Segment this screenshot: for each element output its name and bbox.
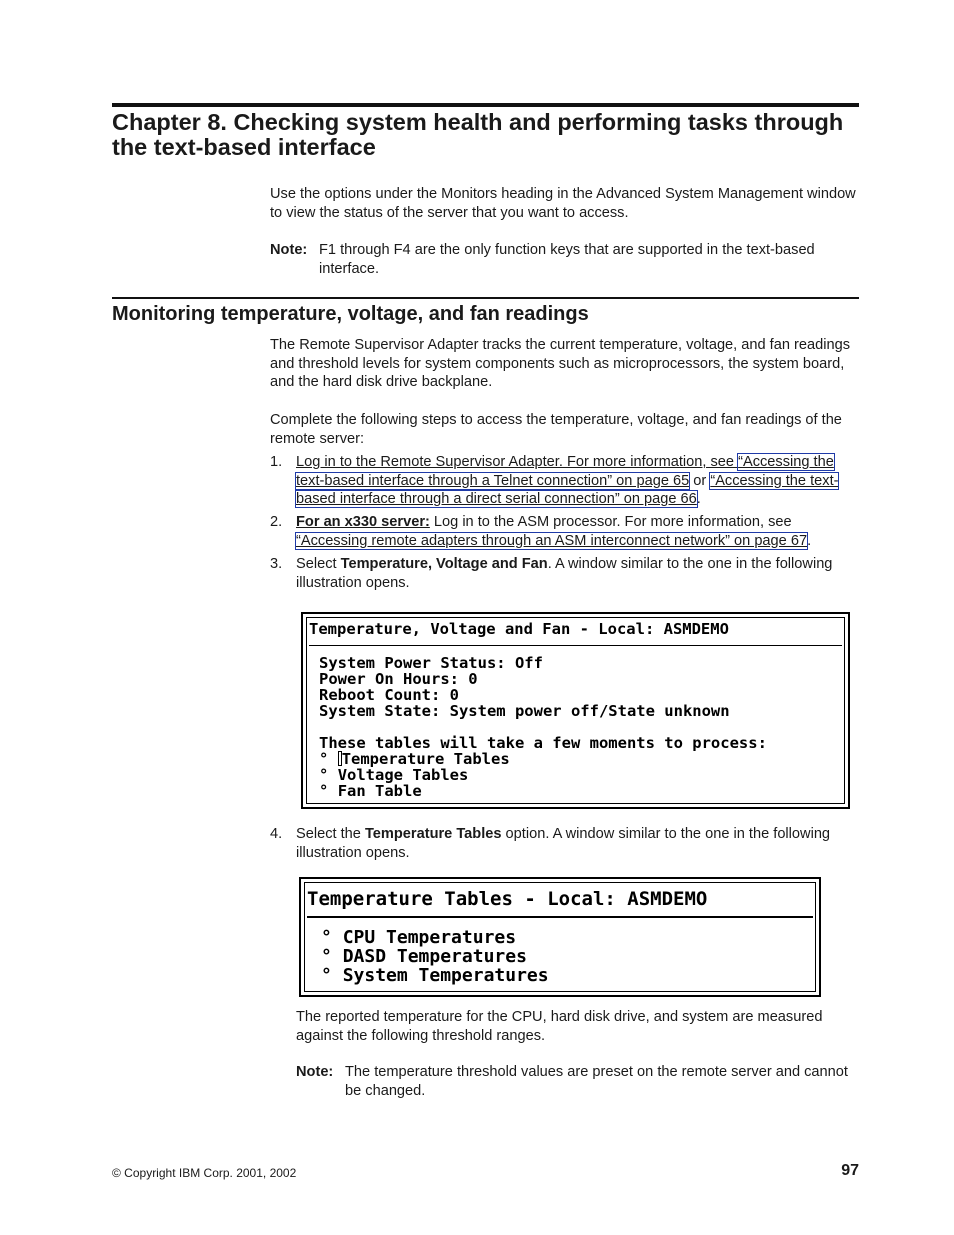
step-2-bold: For an x330 server:: [296, 514, 430, 530]
option-label: Voltage Tables: [337, 766, 469, 784]
screen-line: System Power Status: Off: [319, 654, 543, 672]
step-3-text: Select: [296, 556, 341, 572]
screen-title: Temperature Tables - Local: ASMDEMO: [307, 888, 708, 910]
option-label: System Temperatures: [342, 965, 549, 986]
step-3-tail: . A window similar to the one in the following illustration opens.: [296, 556, 833, 591]
copyright-footer: © Copyright IBM Corp. 2001, 2002: [112, 1166, 297, 1180]
screen-line: Power On Hours: 0: [319, 670, 478, 688]
screen-title: Temperature, Voltage and Fan - Local: ASMDEMO: [309, 620, 729, 638]
screen-temperature-voltage-fan: [301, 612, 850, 809]
option-label: Temperature Tables: [341, 750, 510, 768]
link-serial-connection[interactable]: “Accessing the text-based interface through a direct serial connection” on page 66: [296, 472, 839, 508]
screen-separator: [307, 916, 813, 918]
intro-paragraph: Use the options under the Monitors heading in the Advanced System Management window to view the status of the server that you want to access.: [270, 186, 856, 221]
link-asm-interconnect[interactable]: “Accessing remote adapters through an ASM interconnect network” on page 67: [296, 532, 808, 549]
screen-option-cpu-temperatures[interactable]: [321, 927, 516, 948]
option-bullet-icon: °: [319, 750, 329, 768]
section-title: Monitoring temperature, voltage, and fan readings: [112, 303, 589, 325]
chapter-rule: [112, 103, 859, 107]
step-2-text: Log in to the ASM processor. For more information, see: [429, 514, 792, 530]
screen-line: Reboot Count: 0: [319, 686, 459, 704]
note-text: F1 through F4 are the only function keys that are supported in the text-based interface.: [319, 242, 815, 277]
option-bullet-icon: °: [321, 965, 332, 986]
section-paragraph-1: The Remote Supervisor Adapter tracks the current temperature, voltage, and fan readings and threshold levels for system components such as microprocessors, the system board, and the hard disk drive backplane.: [270, 337, 851, 391]
section-rule: [112, 297, 859, 299]
screen-line: These tables will take a few moments to process:: [319, 734, 767, 752]
option-label: Fan Table: [337, 782, 422, 800]
screen-temperature-tables: [299, 877, 821, 997]
screen-option-dasd-temperatures[interactable]: [321, 946, 527, 967]
step-1-text: Log in to the Remote Supervisor Adapter. For more information, see: [296, 454, 739, 470]
step-4-text: Select the: [296, 826, 365, 842]
step-1-tail: .: [696, 491, 701, 508]
option-bullet-icon: °: [321, 946, 332, 967]
step-4-bold: Temperature Tables: [364, 826, 502, 842]
note-label: Note:: [270, 242, 308, 258]
screen-separator: [309, 645, 842, 646]
threshold-paragraph: The reported temperature for the CPU, hard disk drive, and system are measured against the following threshold ranges.: [296, 1009, 823, 1044]
step-number: 1.: [270, 454, 283, 470]
option-label: CPU Temperatures: [342, 927, 517, 948]
step-3-bold: Temperature, Voltage and Fan: [340, 556, 548, 572]
page-number: 97: [841, 1162, 859, 1179]
step-number: 3.: [270, 556, 283, 572]
option-label: DASD Temperatures: [342, 946, 527, 967]
option-bullet-icon: °: [321, 927, 332, 948]
step-3: [270, 555, 860, 592]
step-2-tail: .: [807, 532, 812, 549]
link-telnet-connection[interactable]: “Accessing the text-based interface through a Telnet connection” on page 65: [296, 454, 834, 489]
option-bullet-icon: °: [319, 782, 329, 800]
chapter-title: Chapter 8. Checking system health and performing tasks through the text-based interface: [112, 109, 844, 160]
note-function-keys: [270, 241, 860, 278]
section-paragraph-2: Complete the following steps to access the temperature, voltage, and fan readings of the remote server:: [270, 412, 842, 447]
step-1: [270, 453, 860, 509]
step-4: [270, 825, 860, 862]
note-label: Note:: [296, 1064, 334, 1080]
step-4-tail: option. A window similar to the one in the following illustration opens.: [296, 826, 831, 861]
step-1-or: or: [689, 472, 711, 489]
step-number: 2.: [270, 514, 283, 530]
screen-option-fan-table[interactable]: [319, 782, 422, 800]
option-bullet-icon: °: [319, 766, 329, 784]
note-threshold-values: [296, 1063, 860, 1100]
note-text: The temperature threshold values are preset on the remote server and cannot be changed.: [345, 1064, 848, 1099]
screen-option-system-temperatures[interactable]: [321, 965, 549, 986]
screen-line: System State: System power off/State unknown: [319, 702, 730, 720]
step-2: [270, 513, 860, 550]
step-number: 4.: [270, 826, 283, 842]
